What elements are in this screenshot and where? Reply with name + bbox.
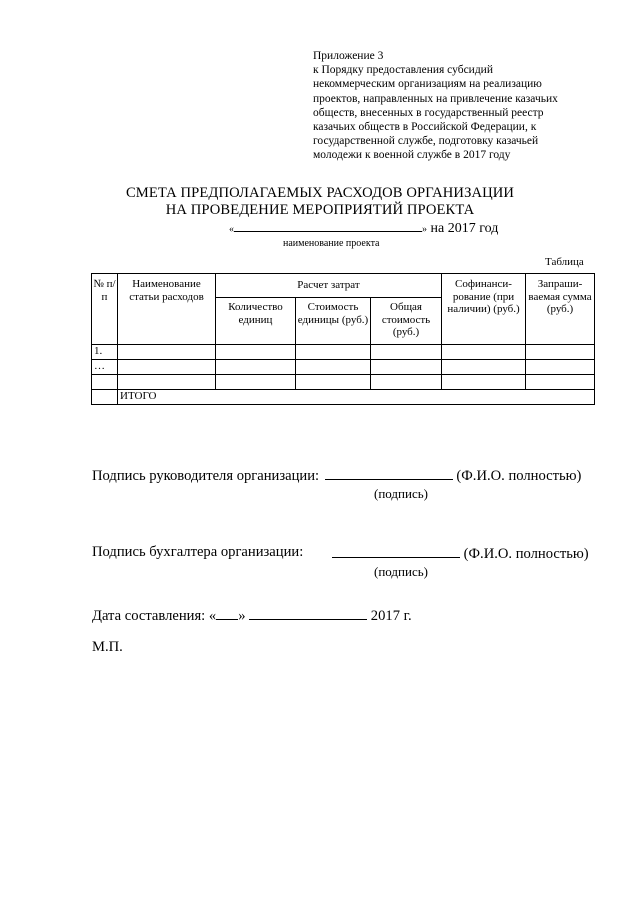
project-name-blank[interactable]	[234, 219, 422, 232]
date-month-blank[interactable]	[249, 606, 367, 620]
cell	[92, 390, 118, 405]
header-quantity: Количество единиц	[216, 298, 296, 345]
total-label: ИТОГО	[118, 390, 595, 405]
cell[interactable]	[216, 375, 296, 390]
date-year: 2017 г.	[370, 608, 412, 624]
header-unit-cost: Стоимость единицы (руб.)	[296, 298, 371, 345]
header-total-cost: Общая стоимость (руб.)	[371, 298, 442, 345]
date-line	[92, 606, 412, 625]
cell[interactable]	[296, 345, 371, 360]
appendix-line: казачьих обществ в Российской Федерации, к	[313, 121, 537, 134]
cell[interactable]	[216, 345, 296, 360]
header-requested: Запраши-ваемая сумма (руб.)	[526, 274, 595, 345]
table-row	[92, 345, 595, 360]
appendix-block	[313, 49, 596, 163]
accountant-signature-line	[92, 544, 303, 561]
row-number: …	[92, 360, 118, 375]
header-item-name: Наименование статьи расходов	[118, 274, 216, 345]
accountant-signature-blank[interactable]	[332, 544, 460, 558]
date-label: Дата составления: «	[92, 608, 217, 624]
cell[interactable]	[118, 345, 216, 360]
header-cost-calc: Расчет затрат	[216, 274, 442, 298]
appendix-line: государственной службе, подготовку казачьей	[313, 135, 539, 148]
cell[interactable]	[371, 360, 442, 375]
cell[interactable]	[526, 360, 595, 375]
appendix-line: некоммерческим организациям на реализацию	[313, 78, 542, 91]
cell[interactable]	[442, 345, 526, 360]
date-close-quote: »	[238, 608, 246, 624]
cell[interactable]	[296, 375, 371, 390]
table-label: Таблица	[545, 256, 584, 268]
header-cofinancing: Софинанси-рование (при наличии) (руб.)	[442, 274, 526, 345]
cell[interactable]	[118, 375, 216, 390]
row-number: 1.	[92, 345, 118, 360]
cell[interactable]	[442, 375, 526, 390]
row-number	[92, 375, 118, 390]
header-number: № п/п	[92, 274, 118, 345]
head-fio: (Ф.И.О. полностью)	[456, 468, 582, 484]
project-name-caption: наименование проекта	[283, 238, 380, 249]
document-title-line-2: НА ПРОВЕДЕНИЕ МЕРОПРИЯТИЙ ПРОЕКТА	[165, 202, 475, 218]
head-signature-line	[92, 466, 581, 485]
appendix-line: к Порядку предоставления субсидий	[313, 64, 493, 77]
date-day-blank[interactable]	[216, 606, 238, 620]
cell[interactable]	[526, 375, 595, 390]
stamp-place: М.П.	[92, 639, 123, 655]
table-row	[92, 375, 595, 390]
appendix-line: обществ, внесенных в государственный реестр	[313, 106, 544, 119]
cell[interactable]	[526, 345, 595, 360]
cell[interactable]	[371, 375, 442, 390]
estimate-table	[91, 273, 595, 405]
head-signature-blank[interactable]	[325, 466, 453, 480]
head-signature-label: Подпись руководителя организации:	[92, 468, 320, 484]
cell[interactable]	[371, 345, 442, 360]
accountant-signature-caption: (подпись)	[374, 564, 428, 579]
open-quote: «	[229, 224, 234, 235]
year-text: на 2017 год	[430, 221, 499, 236]
document-title-line-1: СМЕТА ПРЕДПОЛАГАЕМЫХ РАСХОДОВ ОРГАНИЗАЦИИ	[125, 185, 515, 201]
appendix-line: молодежи к военной службе в 2017 году	[313, 149, 511, 162]
table-row	[92, 360, 595, 375]
cell[interactable]	[216, 360, 296, 375]
head-signature-caption: (подпись)	[374, 486, 428, 501]
appendix-line: проектов, направленных на привлечение казачьих	[313, 92, 558, 105]
cell[interactable]	[442, 360, 526, 375]
accountant-fio: (Ф.И.О. полностью)	[463, 546, 589, 562]
project-name-line	[229, 219, 498, 238]
total-row	[92, 390, 595, 405]
appendix-line: Приложение 3	[313, 50, 384, 62]
cell[interactable]	[118, 360, 216, 375]
cell[interactable]	[296, 360, 371, 375]
accountant-signature-label: Подпись бухгалтера организации:	[92, 544, 304, 560]
accountant-signature-field	[332, 544, 589, 563]
close-quote: »	[422, 224, 427, 235]
